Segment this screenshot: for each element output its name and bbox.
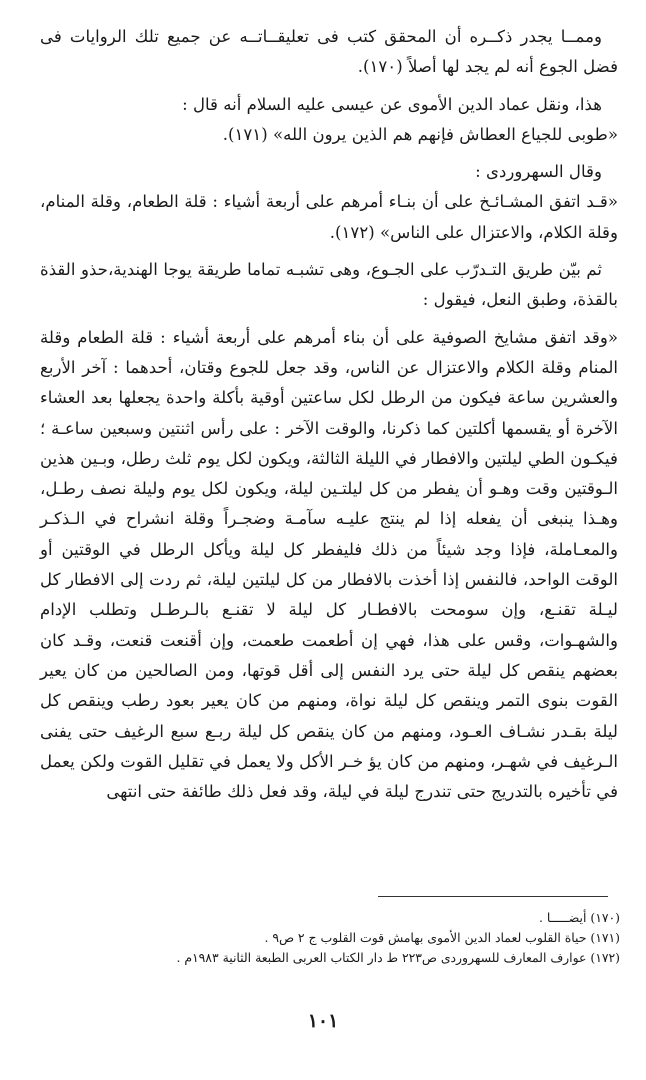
paragraph-3: وقال السهروردى : (475, 162, 602, 182)
quote-jesus: «طوبى للجياع العطاش فإنهم هم الذين يرون الله» (١٧١). (222, 124, 618, 144)
quote-sohrawardi-1: «قـد اتفق المشـائـخ على أن بنـاء أمرهم على أربعة أشياء : قلة الطعام، وقلة المنام، وقلة الكلام، والاعتزال على الناس» (١٧٢). (40, 192, 618, 242)
quote-sohrawardi-2: «وقد اتفق مشايخ الصوفية على أن بناء أمرهم على أربعة أشياء : قلة الطعام وقلة المنام وقلة الكلام والاعتزال عن الناس، وقد جعل للجوع وقتان، أحدهما : آخر الأربع والعشرين ساعة فيكون من الرطل لكل ساعتين أوقية بأكلة واحدة يجعلها بعد العشاء الآخرة أو يقسمها أكلتين كما ذكرنا، والوقت الآخر : على رأس اثنتين وسبعين ساعـة ؛ فيكـون الطي ليلتين والافطار في الليلة الثالثة، ويكون لكل يوم ثلث رطل، وبـين هذين الـوقتين وقت وهـو أن يفطر من كل ليلتـين ليلة، ويكون لكل يوم وليلة نصف رطـل، وهـذا ينبغى أن يفعله إذا لم ينتج عليـه سآمـة وضجـراً وقلة انشراح في الـذكـر والمعـاملة، فإذا وجد شيئاً من ذلك فليفطر كل ليلة ويأكل الرطل في الوقتين أو الوقت الواحد، فالنفس إذا أخذت بالافطار من كل ليلتين ليلة، ثم ردت إلى الافطار كل ليـلة تقنـع، وإن سومحت بالافطـار كل ليلة لا تقنـع بالـرطـل وتطلب الإدام والشهـوات، وقس على هذا، فهي إن أطعمت طعمت، وإن أقنعت قنعت، وقـد كان بعضهم ينقص كل ليلة حتى يرد النفس إلى أقل قوتها، ومن الصالحين من كان يعير القوت بنوى التمر وينقص كل ليلة نواة، ومنهم من كان يعير بعود رطب وينقص كل ليلة بقـدر نشـاف العـود، ومنهم من كان ينقص كل ليلة ربـع سبع الرغيف حتى يفنى الـرغيف في شهـر، ومنهم من كان يؤ خـر الأكل ولا يعمل في تقليل القوت ولكن يعمل في تأخيره بالتدريج حتى تندرج ليلة في ليلة، وقد فعل ذلك طائفة حتى انتهى (40, 327, 618, 802)
footnote-divider (378, 896, 608, 897)
footnotes (40, 908, 620, 968)
paragraph-2: هذا، ونقل عماد الدين الأموى عن عيسى عليه السلام أنه قال : (182, 94, 602, 114)
main-text (40, 22, 618, 807)
footnote-171: (١٧١) حياة القلوب لعماد الدين الأموى بهامش قوت القلوب ج ٢ ص٩ . (264, 930, 620, 945)
paragraph-4: ثم بيّن طريق التـدرّب على الجـوع، وهى تشبـه تماما طريقة يوجا الهندية،حذو القذة بالقذة، وطبق النعل، فيقول : (40, 260, 618, 310)
footnote-170: (١٧٠) أيضـــــا . (538, 910, 620, 925)
footnote-172: (١٧٢) عوارف المعارف للسهروردى ص٢٢٣ ط دار الكتاب العربى الطبعة الثانية ١٩٨٣م . (176, 950, 620, 965)
page-number: ١٠١ (307, 1010, 339, 1032)
paragraph-1: وممــا يجدر ذكــره أن المحقق كتب فى تعليقــاتــه عن جميع تلك الروايات فى فضل الجوع أنه لم يجد لها أصلاً (١٧٠). (40, 27, 618, 77)
